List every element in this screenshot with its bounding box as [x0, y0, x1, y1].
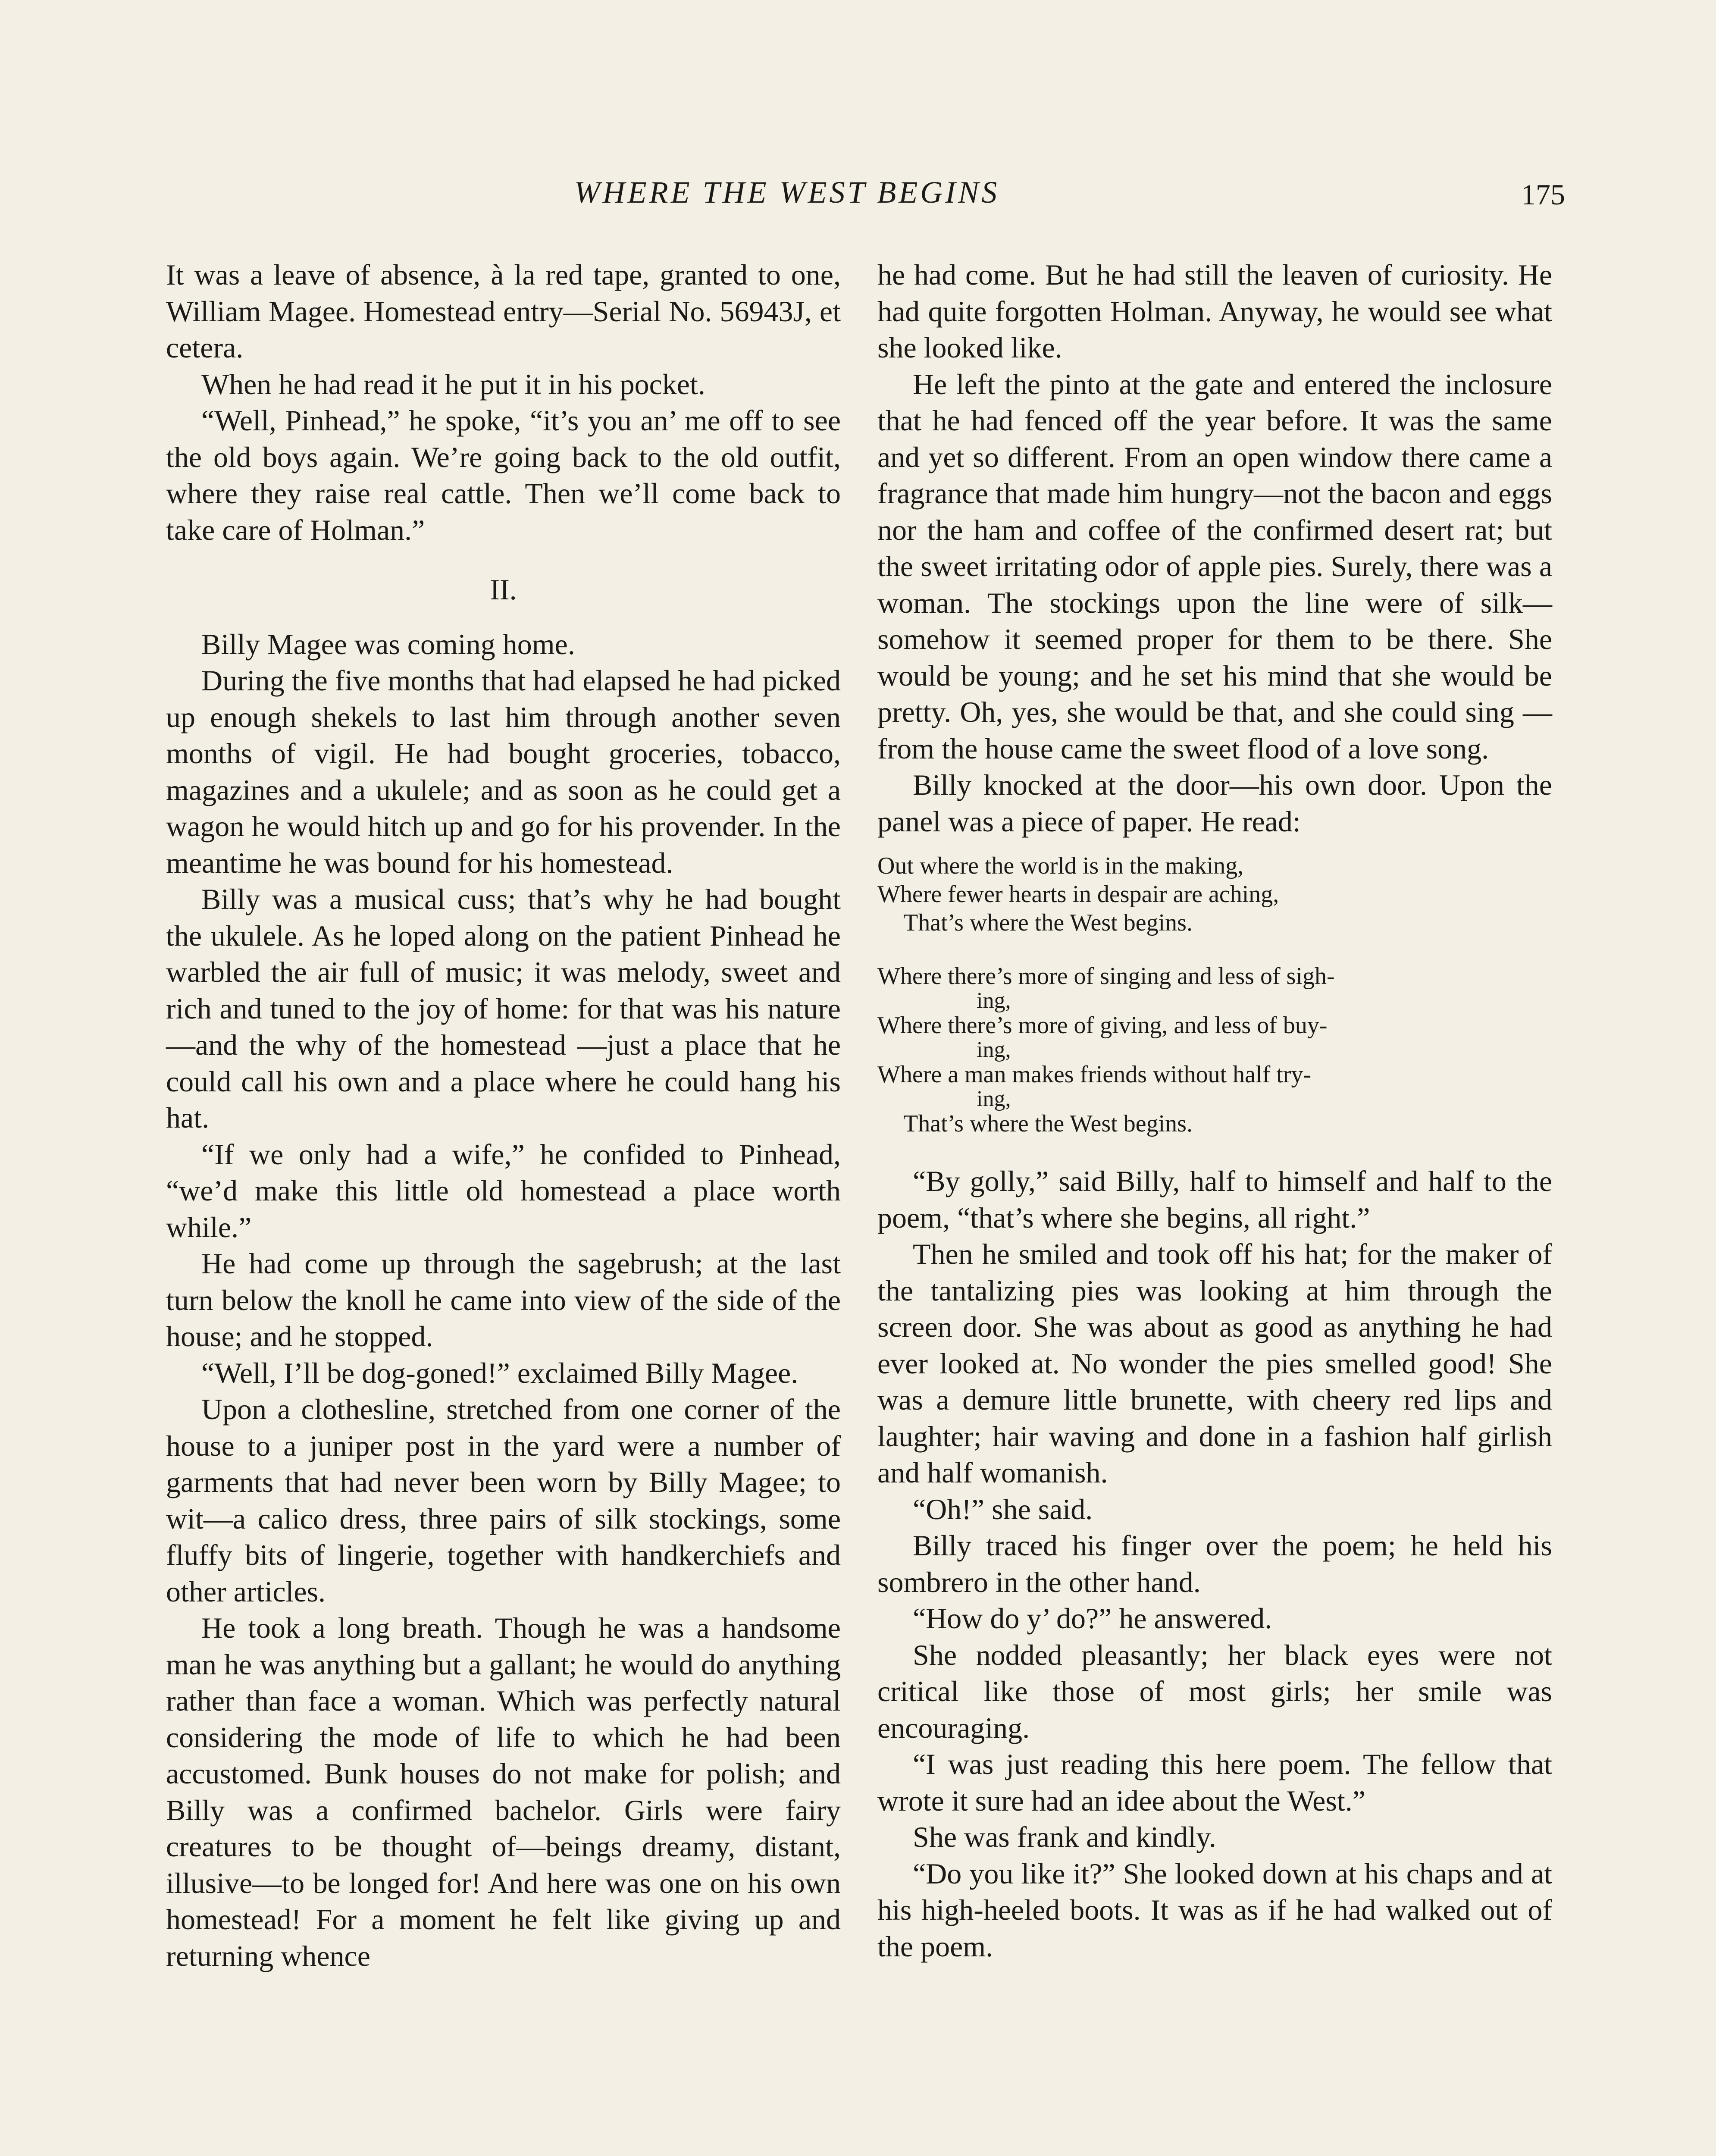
paragraph: Billy traced his finger over the poem; he held his sombrero in the other hand. — [877, 1529, 1552, 1598]
paragraph: Upon a clothesline, stretched from one corner of the house to a juniper post in the yard were a number of garments that had never been worn by Billy Magee; to wit—a calico dress, three pairs of silk stockings, some fluffy bits of lingerie, together with handkerchiefs and other articles. — [166, 1393, 841, 1608]
paragraph: “Oh!” she said. — [913, 1492, 1093, 1526]
running-header-title: WHERE THE WEST BEGINS — [574, 175, 1000, 210]
paragraph: He had come up through the sagebrush; at the last turn below the knoll he came into view of the side of the house; and he stopped. — [166, 1247, 841, 1353]
paragraph: “By golly,” said Billy, half to himself and half to the poem, “that’s where she begins, all right.” — [877, 1165, 1552, 1234]
poem-line: That’s where the West begins. — [903, 909, 1193, 936]
poem-line: Where fewer hearts in despair are aching, — [877, 881, 1279, 908]
right-column — [877, 257, 1552, 1965]
paragraph: She was frank and kindly. — [913, 1821, 1216, 1853]
paragraph: She nodded pleasantly; her black eyes were not critical like those of most girls; her smile was encouraging. — [877, 1638, 1552, 1744]
paragraph: During the five months that had elapsed he had picked up enough shekels to last him through another seven months of vigil. He had bought groceries, tobacco, magazines and a ukulele; and as soon as he could get a wagon he would hitch up and go for his provender. In the meantime he was bound for his homestead. — [166, 664, 841, 879]
poem-line: Where a man makes friends without half try- — [877, 1061, 1312, 1088]
paragraph: “How do y’ do?” he answered. — [913, 1602, 1272, 1635]
paragraph: It was a leave of absence, à la red tape, granted to one, William Magee. Homestead entry—Serial No. 56943J, et cetera. — [166, 258, 841, 364]
paragraph: Billy Magee was coming home. — [201, 627, 575, 661]
poem-stanza — [877, 852, 1552, 937]
section-heading: II. — [490, 573, 517, 606]
paragraph: he had come. But he had still the leaven of curiosity. He had quite forgotten Holman. Anyway, he would see what she looked like. — [877, 258, 1552, 364]
poem-stanza — [877, 962, 1552, 1138]
paragraph: Billy knocked at the door—his own door. Upon the panel was a piece of paper. He read: — [877, 768, 1552, 838]
paragraph: He took a long breath. Though he was a handsome man he was anything but a gallant; he would do anything rather than face a woman. Which was perfectly natural considering the mode of life to which he had been accustomed. Bunk houses do not make for polish; and Billy was a confirmed bachelor. Girls were fairy creatures to be thought of—beings dreamy, distant, illusive—to be longed for! And here was one on his own homestead! For a moment he felt like giving up and returning whence — [166, 1611, 841, 1972]
left-column — [166, 257, 841, 1974]
paragraph: “Do you like it?” She looked down at his chaps and at his high-heeled boots. It was as if he had walked out of the poem. — [877, 1857, 1552, 1963]
poem-line-turnover: ing, — [977, 988, 1011, 1013]
poem-line: Out where the world is in the making, — [877, 852, 1244, 879]
poem-line: That’s where the West begins. — [903, 1110, 1193, 1137]
paragraph: When he had read it he put it in his pocket. — [201, 367, 705, 401]
poem — [877, 852, 1552, 1138]
poem-line: Where there’s more of singing and less of sigh- — [877, 963, 1335, 990]
paragraph: He left the pinto at the gate and entered the inclosure that he had fenced off the year before. It was the same and yet so different. From an open window there came a fragrance that made him hungry—not the bacon and eggs nor the ham and coffee of the confirmed desert rat; but the sweet irritating odor of apple pies. Surely, there was a woman. The stockings upon the line were of silk—somehow it seemed proper for them to be there. She would be young; and he set his mind that she would be pretty. Oh, yes, she would be that, and she could sing —from the house came the sweet flood of a love song. — [877, 367, 1552, 765]
paragraph: “I was just reading this here poem. The fellow that wrote it sure had an idee about the West.” — [877, 1748, 1552, 1817]
paragraph: “If we only had a wife,” he confided to Pinhead, “we’d make this little old homestead a place worth while.” — [166, 1138, 841, 1244]
paragraph: Billy was a musical cuss; that’s why he had bought the ukulele. As he loped along on the patient Pinhead he warbled the air full of music; it was melody, sweet and rich and tuned to the joy of home: for that was his nature—and the why of the homestead —just a place that he could call his own and a place where he could hang his hat. — [166, 883, 841, 1134]
poem-line-turnover: ing, — [977, 1087, 1011, 1111]
paragraph: “Well, Pinhead,” he spoke, “it’s you an’ me off to see the old boys again. We’re going back to the old outfit, where they raise real cattle. Then we’ll come back to take care of Holman.” — [166, 404, 841, 546]
poem-line-turnover: ing, — [977, 1037, 1011, 1062]
paragraph: Then he smiled and took off his hat; for the maker of the tantalizing pies was looking at him through the screen door. She was about as good as anything he had ever looked at. No wonder the pies smelled good! She was a demure little brunette, with cheery red lips and laughter; hair waving and done in a fashion half girlish and half womanish. — [877, 1238, 1552, 1489]
paragraph: “Well, I’ll be dog-goned!” exclaimed Billy Magee. — [201, 1356, 799, 1389]
poem-line: Where there’s more of giving, and less of buy- — [877, 1012, 1328, 1039]
page-number: 175 — [1521, 178, 1565, 211]
